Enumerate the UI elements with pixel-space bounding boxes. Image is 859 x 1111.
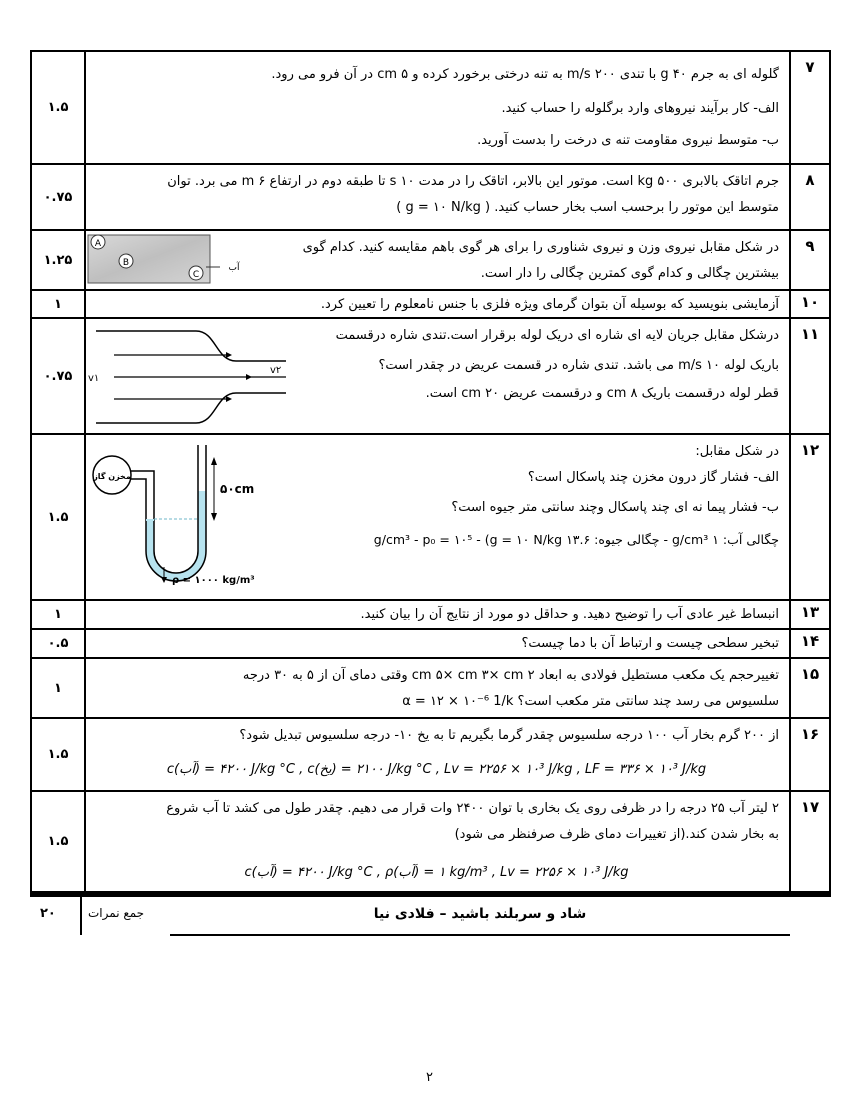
- question-line: تغییرحجم یک مکعب مستطیل فولادی به ابعاد cm ۵× cm ۳× cm ۲ وقتی دمای آن از ۵ به ۳۰ درجه: [242, 668, 779, 683]
- gas-tank-label: مخزن گاز: [93, 472, 131, 481]
- question-line: بیشترین چگالی و کدام گوی کمترین چگالی را دار است.: [480, 266, 779, 281]
- question-score: ۱.۲۵: [32, 231, 86, 289]
- question-number: ۷: [789, 52, 829, 163]
- question-number: ۸: [789, 165, 829, 229]
- footer-rule: [30, 893, 831, 897]
- page-number: ۲: [426, 1070, 433, 1085]
- question-text: [242, 231, 787, 289]
- question-score: ۱.۵: [32, 719, 86, 790]
- total-label: جمع نمرات: [88, 906, 145, 920]
- u-tube-inner: [154, 445, 198, 573]
- constants-formula: c(آب) = ۴۲۰۰ J/kg °C , c(یخ) = ۲۱۰۰ J/kg °C , Lv = ۲۲۵۶ × ۱۰³ J/kg , LF = ۳۳۶ × ۱۰³ J/kg: [166, 762, 707, 777]
- question-row-11: [30, 319, 831, 435]
- question-text: [86, 165, 787, 229]
- question-row-13: [30, 601, 831, 630]
- water-column: [146, 491, 206, 581]
- floating-balls-figure: [86, 233, 246, 287]
- question-line: الف- کار برآیند نیروهای وارد برگلوله را حساب کنید.: [501, 101, 779, 116]
- question-line: ب- فشار پیما نه ای چند پاسکال وچند سانتی متر جیوه است؟: [451, 500, 779, 515]
- question-line: در شکل مقابل نیروی وزن و نیروی شناوری را برای هر گوی باهم مقایسه کنید. کدام گوی: [302, 240, 779, 255]
- height-label: ۵۰cm: [220, 482, 255, 496]
- question-line: متوسط این موتور را برحسب اسب بخار حساب کنید. ( g = ۱۰ N/kg ): [396, 200, 779, 215]
- question-row-16: [30, 719, 831, 792]
- question-text: [86, 601, 787, 628]
- question-number: ۱۷: [789, 792, 829, 891]
- question-score: ۱: [32, 291, 86, 317]
- ball-a-label: A: [94, 239, 102, 249]
- question-row-8: [30, 165, 831, 231]
- question-number: ۱۰: [789, 291, 829, 317]
- question-row-15: [30, 659, 831, 719]
- question-score: ۱.۵: [32, 435, 86, 599]
- question-text: [86, 659, 787, 717]
- question-score: ۱.۵: [32, 792, 86, 891]
- manometer-figure: [86, 439, 276, 597]
- question-line: درشکل مقابل جریان لایه ای شاره ای دریک لوله برقرار است.تندی شاره درقسمت: [335, 328, 779, 343]
- question-text: [272, 435, 787, 599]
- water-label: آب: [228, 263, 240, 273]
- question-number: ۱۴: [789, 630, 829, 657]
- question-row-17: [30, 792, 831, 893]
- question-line: به بخار شدن کند.(از تغییرات دمای ظرف صرفنظر می شود): [454, 827, 779, 842]
- question-text: [86, 291, 787, 317]
- question-line: قطر لوله درقسمت باریک cm ۸ و درقسمت عریض cm ۲۰ است.: [425, 386, 779, 401]
- flow-arrow-head: [226, 396, 232, 402]
- footer-divider: [80, 897, 82, 935]
- question-score: ۰.۷۵: [32, 165, 86, 229]
- question-line: تبخیر سطحی چیست و ارتباط آن با دما چیست؟: [521, 636, 779, 651]
- question-line: ۲ لیتر آب ۲۵ درجه را در ظرفی روی یک بخاری با توان ۲۴۰۰ وات قرار می دهیم. چقدر طول می کشد تا آب شروع: [166, 801, 779, 816]
- closing-message: شاد و سربلند باشید – فلادی نیا: [373, 906, 587, 922]
- question-row-7: [30, 50, 831, 165]
- v2-label: v۲: [270, 365, 282, 376]
- ball-b-label: B: [122, 258, 130, 268]
- question-score: ۱: [32, 601, 86, 628]
- question-score: ۱.۵: [32, 52, 86, 163]
- connector-tube-inner: [131, 479, 146, 521]
- question-line: الف- فشار گاز درون مخزن چند پاسکال است؟: [527, 470, 779, 485]
- question-line: ب- متوسط نیروی مقاومت تنه ی درخت را بدست آورید.: [477, 133, 779, 148]
- question-line: انبساط غیر عادی آب را توضیح دهید. و حداقل دو مورد از نتایج آن را بیان کنید.: [360, 607, 779, 622]
- question-row-12: [30, 435, 831, 601]
- question-number: ۹: [789, 231, 829, 289]
- question-score: ۰.۷۵: [32, 319, 86, 433]
- question-line: گلوله ای به جرم g ۴۰ با تندی m/s ۲۰۰ به تنه درختی برخورد کرده و cm ۵ در آن فرو می رود.: [271, 67, 779, 82]
- question-score: ۰.۵: [32, 630, 86, 657]
- question-row-14: [30, 630, 831, 659]
- constants-formula: c(آب) = ۴۲۰۰ J/kg °C , ρ(آب) = ۱ kg/m³ , Lv = ۲۲۵۶ × ۱۰³ J/kg: [244, 865, 629, 880]
- flow-arrow-head: [226, 352, 232, 358]
- pipe-top-wall: [96, 331, 286, 361]
- question-number: ۱۱: [789, 319, 829, 433]
- question-score: ۱: [32, 659, 86, 717]
- ball-c-label: C: [192, 270, 200, 280]
- question-number: ۱۶: [789, 719, 829, 790]
- question-line: جرم اتاقک بالابری kg ۵۰۰ است. موتور این بالابر، اتاقک را در مدت s ۱۰ تا طبقه دوم در ارتفاع m ۶ می برد. توان: [167, 174, 779, 189]
- question-line: سلسیوس می رسد چند سانتی متر مکعب است؟ α = ۱۲ × ۱۰⁻⁶ 1/k: [402, 694, 779, 709]
- closing-underline: [170, 934, 790, 936]
- total-score: ۲۰: [40, 906, 56, 921]
- density-label: ρ = ۱۰۰۰ kg/m³: [172, 575, 255, 586]
- question-line: باریک لوله m/s ۱۰ می باشد. تندی شاره در قسمت عریض در چقدر است؟: [378, 358, 779, 373]
- question-line: آزمایشی بنویسید که بوسیله آن بتوان گرمای ویژه فلزی با جنس نامعلوم را تعیین کرد.: [320, 297, 779, 312]
- question-line: از ۲۰۰ گرم بخار آب ۱۰۰ درجه سلسیوس چقدر گرما بگیریم تا به یخ ۱۰- درجه سلسیوس تبدیل شود؟: [239, 728, 779, 743]
- pipe-flow-figure: [86, 323, 286, 431]
- question-row-10: [30, 291, 831, 319]
- question-text: [86, 630, 787, 657]
- height-arrow-down: [211, 513, 217, 521]
- question-row-9: [30, 231, 831, 291]
- question-text: [86, 719, 787, 790]
- height-arrow-up: [211, 457, 217, 465]
- pipe-bottom-wall: [96, 393, 286, 423]
- question-line: در شکل مقابل:: [695, 444, 779, 459]
- question-line: چگالی آب: ۱ g/cm³ - چگالی جیوه: ۱۳.۶ g/cm³ - p₀ = ۱۰⁵ - (g = ۱۰ N/kg: [373, 532, 779, 547]
- question-number: ۱۲: [789, 435, 829, 599]
- v1-label: v۱: [88, 373, 100, 384]
- flow-arrow-head: [246, 374, 252, 380]
- question-text: [86, 792, 787, 891]
- question-number: ۱۵: [789, 659, 829, 717]
- question-text: [272, 319, 787, 433]
- question-number: ۱۳: [789, 601, 829, 628]
- question-text: [86, 52, 787, 163]
